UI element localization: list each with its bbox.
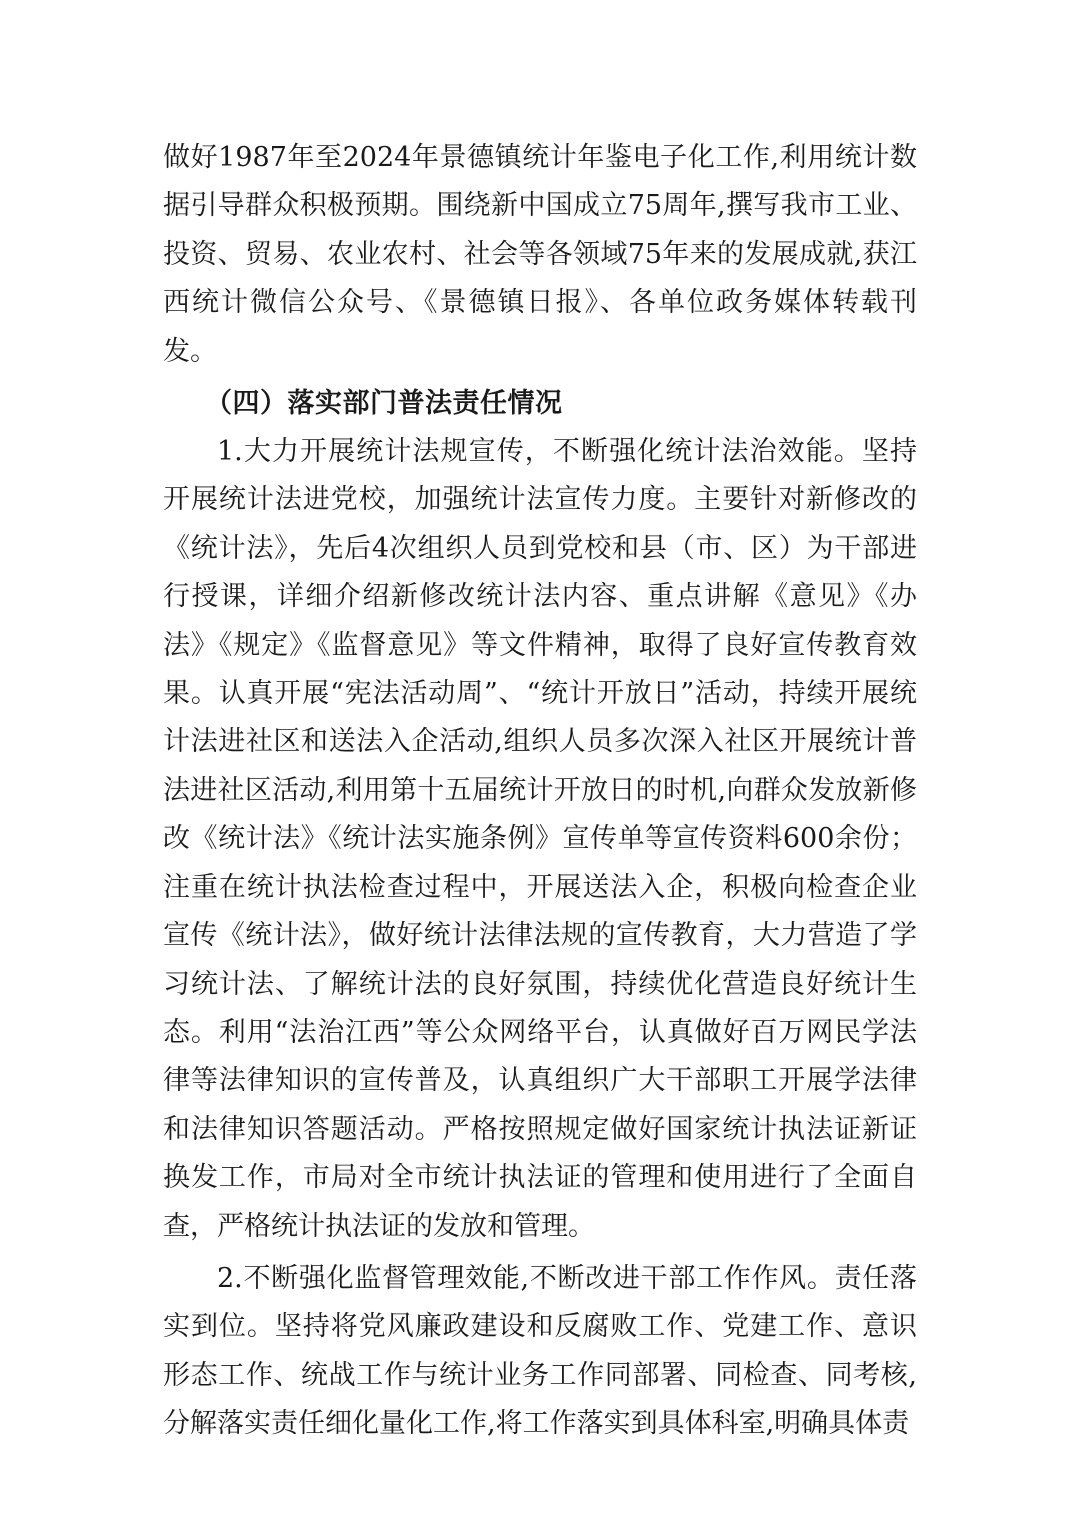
continued-paragraph: 做好1987年至2024年景德镇统计年鉴电子化工作,利用统计数据引导群众积极预期。围绕新中国成立75周年,撰写我市工业、投资、贸易、农业农村、社会等各领域75年来的发展成就,获江西统计微信公众号、《景德镇日报》、各单位政务媒体转载刊发。 [163, 142, 917, 367]
section-heading: （四）落实部门普法责任情况 [205, 388, 563, 420]
document-body [163, 134, 917, 1449]
body-paragraph-2: 2.不断强化监督管理效能,不断改进干部工作作风。责任落实到位。坚持将党风廉政建设和反腐败工作、党建工作、意识形态工作、统战工作与统计业务工作同部署、同检查、同考核,分解落实责任细化量化工作,将工作落实到具体科室,明确具体责 [163, 1262, 917, 1440]
body-paragraph-1: 1.大力开展统计法规宣传，不断强化统计法治效能。坚持开展统计法进党校，加强统计法宣传力度。主要针对新修改的《统计法》，先后4次组织人员到党校和县（市、区）为干部进行授课，详细介绍新修改统计法内容、重点讲解《意见》《办法》《规定》《监督意见》等文件精神，取得了良好宣传教育效果。认真开展“宪法活动周”、“统计开放日”活动，持续开展统计法进社区和送法入企活动,组织人员多次深入社区开展统计普法进社区活动,利用第十五届统计开放日的时机,向群众发放新修改《统计法》《统计法实施条例》宣传单等宣传资料600余份；注重在统计执法检查过程中，开展送法入企，积极向检查企业宣传《统计法》，做好统计法律法规的宣传教育，大力营造了学习统计法、了解统计法的良好氛围，持续优化营造良好统计生态。利用“法治江西”等公众网络平台，认真做好百万网民学法律等法律知识的宣传普及，认真组织广大干部职工开展学法律和法律知识答题活动。严格按照规定做好国家统计执法证新证换发工作，市局对全市统计执法证的管理和使用进行了全面自查，严格统计执法证的发放和管理。 [163, 436, 917, 1242]
